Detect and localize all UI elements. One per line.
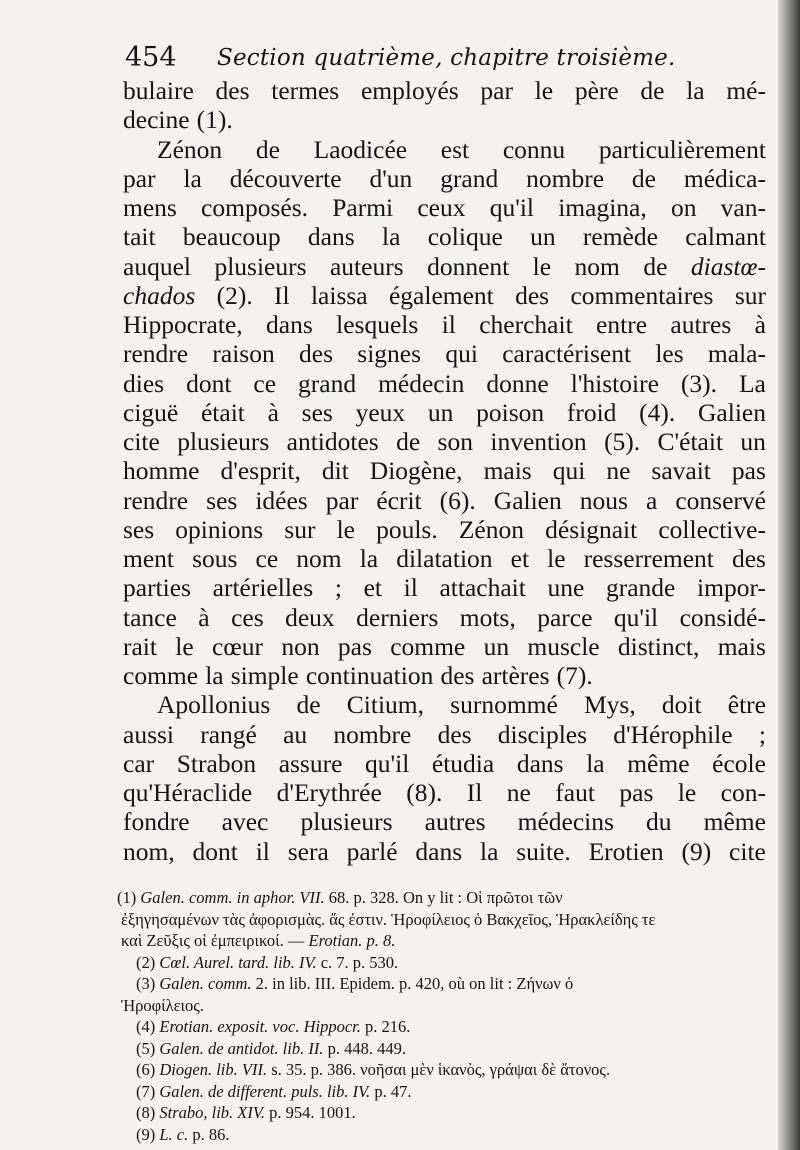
- running-title: Section quatrième, chapitre troisième.: [217, 45, 676, 71]
- text-line: aussi rangé au nombre des disciples d'Hérophile ;: [123, 719, 766, 749]
- text-line: parties artérielles ; et il attachait une grande impor-: [123, 573, 766, 603]
- text-line: car Strabon assure qu'il étudia dans la même école: [123, 748, 766, 778]
- page-header: [125, 40, 765, 76]
- footnote-line: [117, 930, 765, 952]
- text-line: Hippocrate, dans lesquels il cherchait entre autres à: [123, 310, 766, 339]
- footnote-line: [117, 1102, 765, 1124]
- text-line: mens composés. Parmi ceux qu'il imagina, on van-: [123, 193, 766, 222]
- book-gutter-shadow: [778, 0, 800, 1150]
- footnote-text: ἐξηγησαμένων τὰς ἀφορισμὰς. ἄς ἐστιν. Ἡροφίλειος ὁ Βακχεῖος, Ἡρακλείδης τε: [121, 909, 656, 929]
- footnote-line: [117, 887, 765, 909]
- footnote-source: Galen. comm.: [159, 974, 252, 993]
- footnote-line: [117, 973, 765, 995]
- footnote-line: [117, 1016, 765, 1038]
- footnote-line: [117, 1081, 765, 1103]
- footnote-text: p. 954. 1001.: [264, 1103, 356, 1122]
- footnote-number: (9): [136, 1124, 160, 1144]
- footnote-text: p. 216.: [360, 1017, 411, 1036]
- footnote-text: Ἡροφίλειος.: [121, 995, 204, 1015]
- text-line: Zénon de Laodicée est connu particulièrement: [157, 134, 766, 164]
- footnote-line: [117, 952, 765, 974]
- text-line: rendre raison des signes qui caractérisent les mala-: [123, 339, 766, 369]
- footnote-text: p. 448. 449.: [323, 1038, 406, 1058]
- footnote-line: [117, 909, 765, 931]
- footnote-source: Galen. de different. puls. lib. IV.: [159, 1081, 371, 1101]
- footnote-text: p. 86.: [188, 1124, 230, 1144]
- text-line: Apollonius de Citium, surnommé Mys, doit être: [157, 690, 766, 720]
- footnote-text: s. 35. p. 386. νοῆσαι μὲν ἱκανὸς, γράψαι δὲ ἄτονος.: [267, 1060, 611, 1079]
- footnote-line: [117, 1059, 765, 1081]
- footnote-number: (1): [117, 888, 141, 907]
- footnote-line: [117, 1124, 765, 1146]
- text-line: ciguë était à ses yeux un poison froid (4). Galien: [123, 397, 766, 427]
- body-text: [123, 76, 766, 866]
- text-line: chados (2). Il laissa également des commentaires sur: [123, 280, 766, 310]
- text-line: tait beaucoup dans la colique un remède calmant: [123, 222, 766, 252]
- text-line: rendre ses idées par écrit (6). Galien nous a conservé: [123, 485, 766, 515]
- text-line: fondre avec plusieurs autres médecins du même: [123, 807, 766, 837]
- text-line: qu'Héraclide d'Erythrée (8). Il ne faut pas le con-: [123, 778, 766, 807]
- footnote-number: (7): [136, 1081, 160, 1101]
- footnote-number: (2): [136, 952, 160, 972]
- text-line: bulaire des termes employés par le père de la mé-: [123, 76, 766, 105]
- footnote-source: L. c.: [159, 1124, 189, 1144]
- text-line: ses opinions sur le pouls. Zénon désignait collective-: [123, 514, 766, 544]
- footnote-text: p. 47.: [370, 1081, 412, 1101]
- text-line: tance à ces deux derniers mots, parce qu'il considé-: [123, 602, 766, 632]
- text-line: comme la simple continuation des artères (7).: [123, 661, 593, 690]
- footnote-source: Strabo, lib. XIV.: [159, 1103, 265, 1122]
- footnote-number: (6): [136, 1060, 160, 1079]
- page-number: 454: [125, 42, 177, 73]
- text-line: homme d'esprit, dit Diogène, mais qui ne savait pas: [123, 456, 766, 486]
- footnote-number: (3): [136, 974, 160, 993]
- footnote-source: Cœl. Aurel. tard. lib. IV.: [159, 952, 317, 972]
- footnote-text: 68. p. 328. On y lit : Οἱ πρῶτοι τῶν: [324, 888, 563, 907]
- footnote-source: Erotian. p. 8.: [308, 931, 396, 950]
- footnote-text: 2. in lib. III. Epidem. p. 420, où on lit : Ζήνων ὁ: [251, 974, 574, 993]
- text-line: ment sous ce nom la dilatation et le resserrement des: [123, 544, 766, 573]
- text-line: rait le cœur non pas comme un muscle distinct, mais: [123, 631, 766, 661]
- text-line: cite plusieurs antidotes de son invention (5). C'était un: [123, 427, 766, 456]
- footnote-source: Galen. de antidot. lib. II.: [159, 1038, 324, 1058]
- text-line: dies dont ce grand médecin donne l'histoire (3). La: [123, 368, 766, 398]
- footnote-number: (8): [136, 1103, 160, 1122]
- text-line: nom, dont il sera parlé dans la suite. Erotien (9) cite: [123, 836, 766, 866]
- footnote-source: Galen. comm. in aphor. VII.: [140, 888, 325, 907]
- footnote-number: (4): [136, 1017, 160, 1036]
- footnote-source: Erotian. exposit. voc. Hippocr.: [159, 1017, 361, 1036]
- footnotes: [117, 887, 765, 1145]
- footnote-text: καὶ Ζεῦξις οἱ ἐμπειρικοί. —: [121, 931, 309, 950]
- footnote-source: Diogen. lib. VII.: [159, 1060, 268, 1079]
- footnote-line: [117, 1038, 765, 1060]
- text-line: decine (1).: [123, 105, 233, 135]
- footnote-number: (5): [136, 1038, 160, 1058]
- footnote-text: c. 7. p. 530.: [316, 952, 399, 972]
- text-line: auquel plusieurs auteurs donnent le nom de diastœ-: [123, 251, 766, 281]
- text-line: par la découverte d'un grand nombre de médica-: [123, 163, 766, 193]
- footnote-line: [117, 995, 765, 1017]
